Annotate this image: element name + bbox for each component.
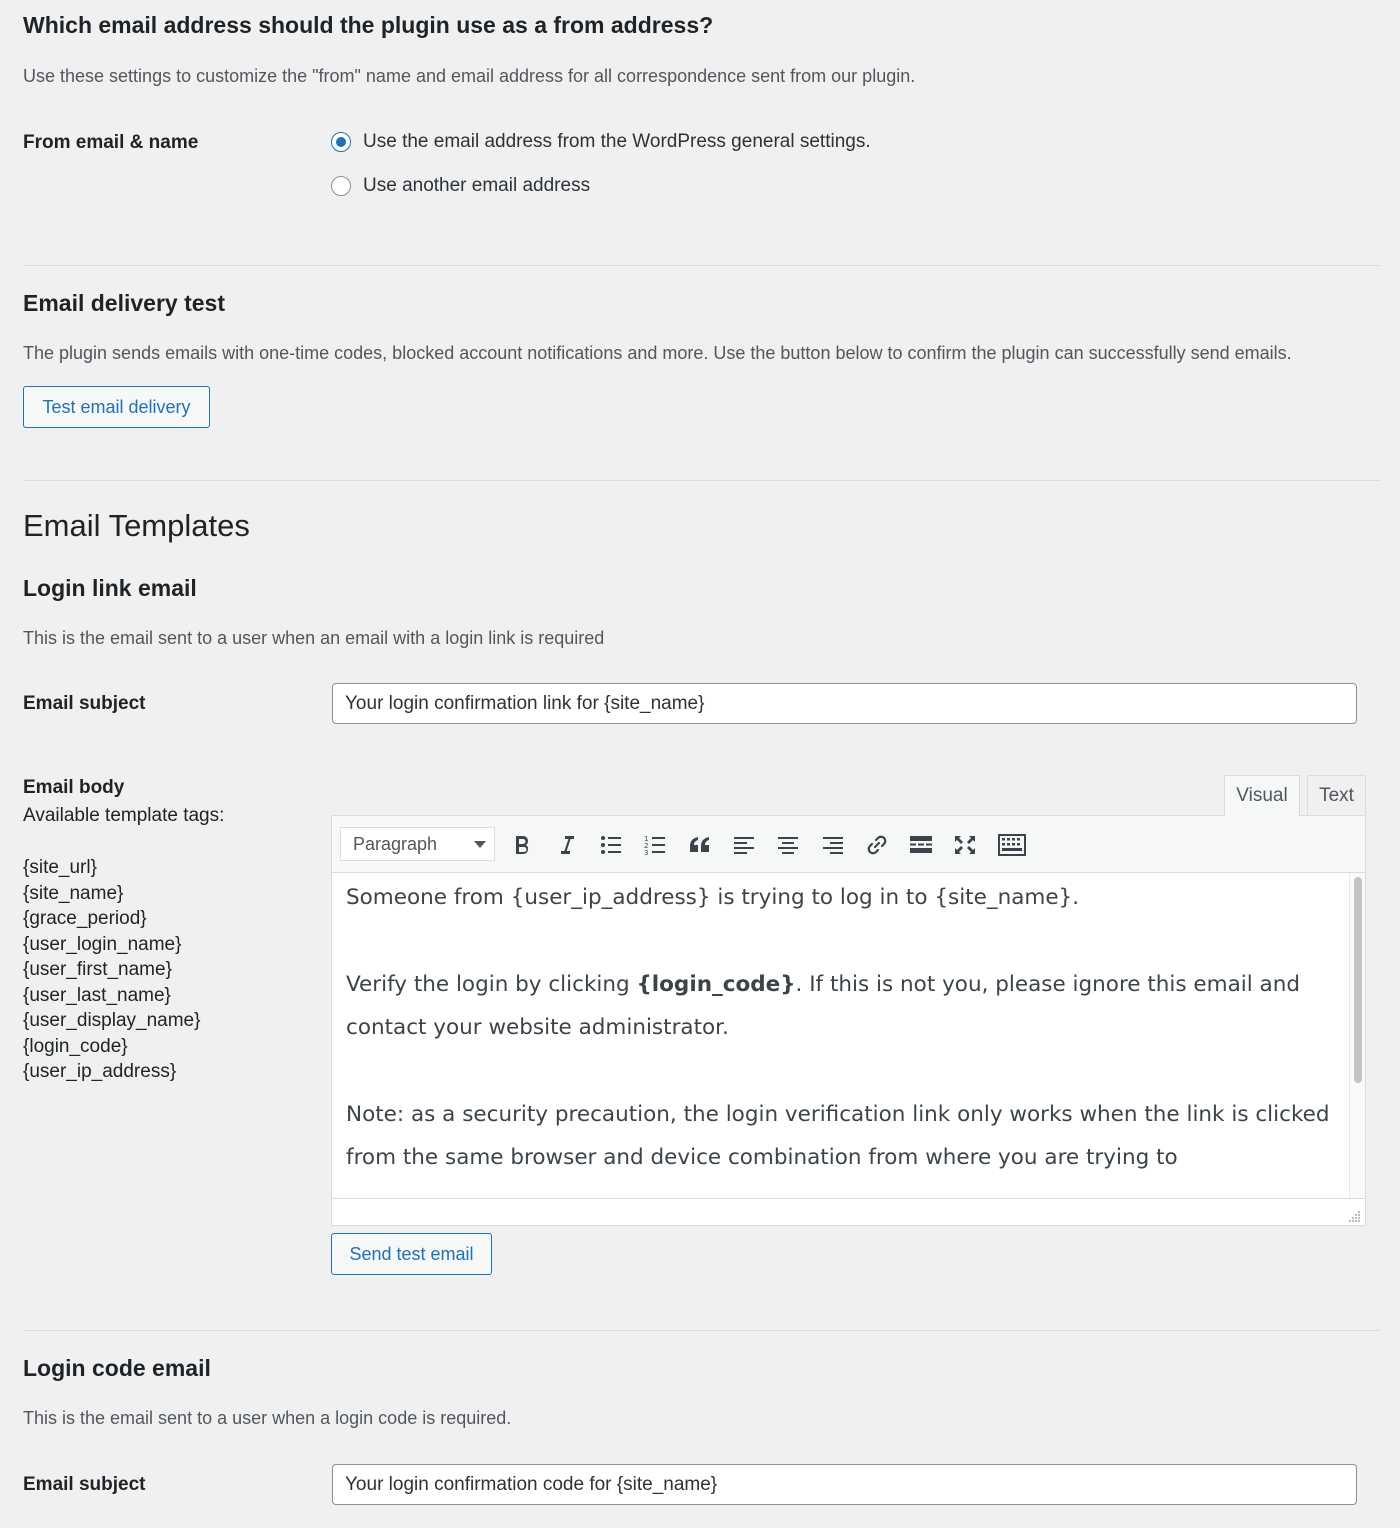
section-divider xyxy=(23,265,1380,266)
tab-visual[interactable]: Visual xyxy=(1224,775,1300,816)
fullscreen-icon[interactable] xyxy=(949,829,981,861)
template-tag: {login_code} xyxy=(23,1035,128,1057)
body-text: . If this is not you, please ignore this email and contact your website administrator. xyxy=(346,972,1301,1040)
radio-option-label: Use the email address from the WordPress general settings. xyxy=(363,131,871,152)
radio-checked-icon[interactable] xyxy=(331,132,351,152)
align-center-icon[interactable] xyxy=(772,829,804,861)
link-icon[interactable] xyxy=(861,829,893,861)
email-subject-label: Email subject xyxy=(23,1474,146,1495)
svg-text:1: 1 xyxy=(644,835,649,843)
body-text: Verify the login by clicking xyxy=(346,972,637,997)
blockquote-icon[interactable] xyxy=(684,829,716,861)
format-select-value: Paragraph xyxy=(353,833,438,854)
radio-option-another-email[interactable] xyxy=(331,175,590,197)
template-tag: {site_url} xyxy=(23,857,97,878)
template-tag: {user_display_name} xyxy=(23,1010,201,1031)
login-code-tag: {login_code} xyxy=(636,972,796,997)
template-tag: {site_name} xyxy=(23,882,124,904)
toolbar-toggle-icon[interactable] xyxy=(994,829,1030,861)
from-address-description: Use these settings to customize the "from" name and email address for all correspondence sent from our plugin. xyxy=(23,66,916,86)
email-body-content[interactable] xyxy=(346,876,1336,1199)
login-link-subject-input[interactable] xyxy=(332,683,1357,724)
test-email-delivery-button[interactable]: Test email delivery xyxy=(23,386,210,428)
delivery-test-description: The plugin sends emails with one-time codes, blocked account notifications and more. Use the button below to confirm the plugin can successfully send emails. xyxy=(23,343,1292,363)
login-link-heading: Login link email xyxy=(23,575,197,601)
email-body-label: Email body xyxy=(23,777,125,798)
body-paragraph xyxy=(346,963,1336,1049)
login-code-heading: Login code email xyxy=(23,1355,211,1381)
from-email-label: From email & name xyxy=(23,132,199,153)
template-tag: {user_login_name} xyxy=(23,933,182,955)
italic-icon[interactable] xyxy=(550,829,582,861)
resize-handle-icon[interactable] xyxy=(1349,1210,1361,1222)
email-subject-label: Email subject xyxy=(23,693,146,714)
editor-toolbar xyxy=(332,816,1365,873)
template-tags-label: Available template tags: xyxy=(23,805,225,826)
editor-statusbar xyxy=(332,1198,1365,1225)
editor-scrollbar[interactable] xyxy=(1349,873,1365,1199)
radio-option-label: Use another email address xyxy=(363,175,591,196)
template-tag: {user_last_name} xyxy=(23,984,171,1006)
caret-down-icon xyxy=(474,841,486,848)
radio-unchecked-icon[interactable] xyxy=(331,176,351,196)
section-divider xyxy=(23,480,1380,481)
radio-option-general-settings[interactable] xyxy=(331,131,871,153)
login-code-subject-input[interactable] xyxy=(332,1464,1357,1505)
bullet-list-icon[interactable] xyxy=(595,829,627,861)
tab-text[interactable]: Text xyxy=(1307,775,1366,815)
delivery-test-heading: Email delivery test xyxy=(23,290,225,316)
body-paragraph: Note: as a security precaution, the login verification link only works when the link is clicked from the same browser and device combination from where you are trying to xyxy=(346,1102,1330,1170)
numbered-list-icon[interactable] xyxy=(639,829,671,861)
from-address-heading: Which email address should the plugin use as a from address? xyxy=(23,12,714,38)
section-divider xyxy=(23,1330,1380,1331)
template-tags-list xyxy=(23,855,200,1085)
align-left-icon[interactable] xyxy=(728,829,760,861)
login-link-description: This is the email sent to a user when an email with a login link is required xyxy=(23,628,605,648)
scrollbar-thumb[interactable] xyxy=(1354,877,1362,1083)
send-test-email-button[interactable]: Send test email xyxy=(331,1233,492,1275)
template-tag: {grace_period} xyxy=(23,908,147,929)
login-code-description: This is the email sent to a user when a login code is required. xyxy=(23,1408,512,1428)
email-templates-heading: Email Templates xyxy=(23,508,250,543)
template-tag: {user_first_name} xyxy=(23,959,172,980)
bold-icon[interactable] xyxy=(506,829,538,861)
svg-text:2: 2 xyxy=(644,842,649,850)
read-more-icon[interactable] xyxy=(905,829,937,861)
format-select[interactable] xyxy=(340,827,495,861)
email-body-editor xyxy=(331,815,1366,1226)
body-paragraph: Someone from {user_ip_address} is trying to log in to {site_name}. xyxy=(346,885,1080,910)
template-tag: {user_ip_address} xyxy=(23,1061,177,1082)
align-right-icon[interactable] xyxy=(817,829,849,861)
svg-text:3: 3 xyxy=(644,849,649,856)
